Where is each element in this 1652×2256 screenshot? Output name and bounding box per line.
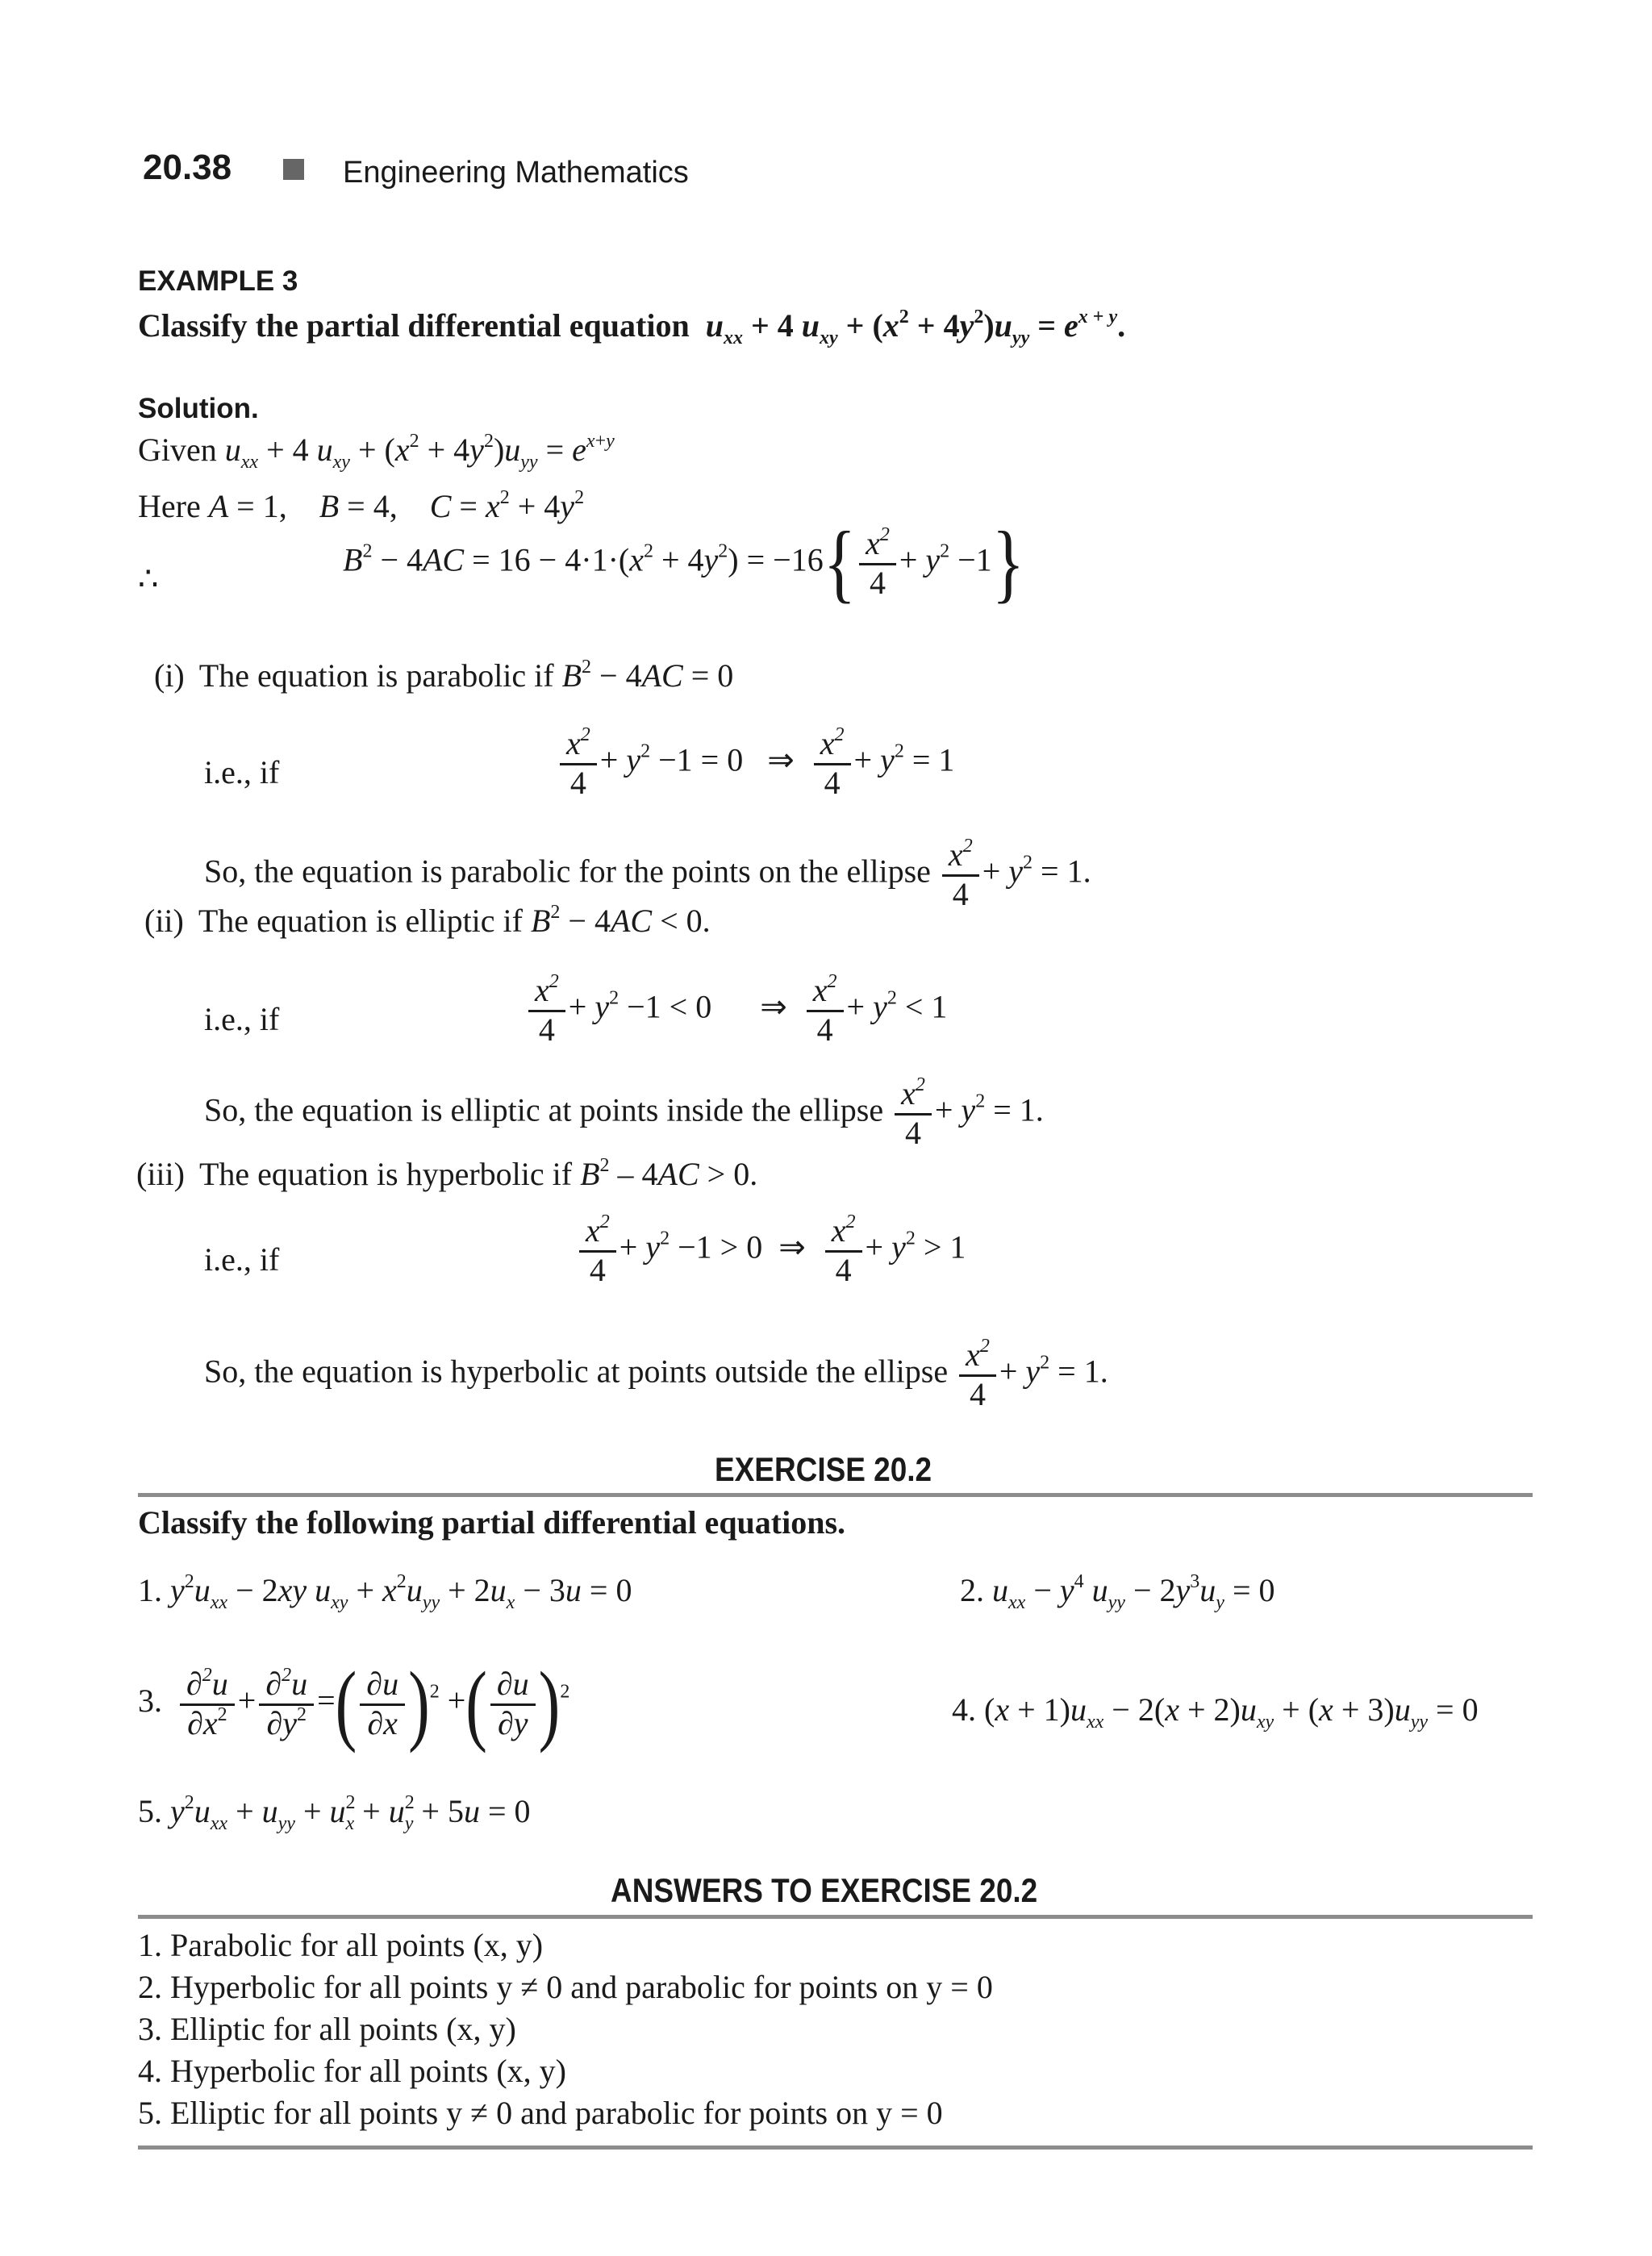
answer-item (138, 2010, 516, 2049)
answer-item (138, 1926, 543, 1965)
answer-text: Elliptic for all points y ≠ 0 and parabolic for points on y = 0 (170, 2095, 943, 2131)
answers-bottom-divider (138, 2145, 1533, 2150)
case-3-conclusion: So, the equation is hyperbolic at points outside the ellipse $\frac{x^2}{4}$ + $y^2 = 1$. (204, 1336, 1108, 1412)
solution-label: Solution. (138, 393, 259, 424)
case-2-text: The equation is elliptic if (198, 903, 523, 939)
here-word: Here (138, 488, 201, 524)
exercise-item-4: 4. $(x + 1)u_{xx} - 2(x + 2)u_{xy} + (x + 3)u_{yy} = 0$ (952, 1691, 1479, 1733)
example-equation: $u_{xx} + 4$ $u_{xy} + (x^2 + 4y^2)u_{yy} = e^{x + y}$. (705, 306, 1126, 348)
page-number: 20.38 (143, 148, 232, 187)
given-word: Given (138, 432, 217, 468)
example-statement (138, 306, 1126, 348)
case-3-conclusion-text: So, the equation is hyperbolic at points outside the ellipse (204, 1353, 949, 1390)
answer-num: 4. (138, 2053, 162, 2089)
case-2-conclusion-text: So, the equation is elliptic at points inside the ellipse (204, 1091, 884, 1128)
answer-text: Hyperbolic for all points y ≠ 0 and parabolic for points on y = 0 (170, 1969, 993, 2005)
given-line: Given $u_{xx} + 4$ $u_{xy} + (x^2 + 4y^2)u_{yy} = e^{x+y}$ (138, 431, 615, 473)
case-3-ie: i.e., if (204, 1241, 280, 1278)
answers-title: ANSWERS TO EXERCISE 20.2 (611, 1871, 1038, 1909)
case-1-conclusion: So, the equation is parabolic for the points on the ellipse $\frac{x^2}{4}$ + $y^2 = 1$. (204, 836, 1091, 912)
case-3-text: The equation is hyperbolic if (198, 1156, 573, 1192)
case-1-num: (i) (154, 657, 185, 694)
answer-num: 1. (138, 1927, 162, 1963)
header-square-icon (283, 159, 304, 180)
answer-item (138, 2052, 566, 2091)
exercise-num-5: 5. (138, 1793, 162, 1829)
answer-item (138, 2094, 943, 2133)
answer-text: Parabolic for all points (x, y) (170, 1927, 544, 1963)
book-title: Engineering Mathematics (343, 156, 689, 190)
exercise-num-4: 4. (952, 1691, 976, 1728)
answer-num: 2. (138, 1969, 162, 2005)
exercise-num-1: 1. (138, 1572, 162, 1608)
here-line: Here A = 1, B = 4, $C = x^2 + 4y^2$ (138, 487, 585, 524)
exercise-num-3: 3. (138, 1682, 162, 1719)
exercise-instruction: Classify the following partial differential equations. (138, 1504, 846, 1541)
discriminant-equation: $B^2 - 4AC = 16 - 4\cdot 1\cdot(x^2 + 4y^2) = -16${ $\frac{x^2}{4}$ + $y^2 -1$} (343, 514, 1025, 612)
exercise-num-2: 2. (960, 1572, 984, 1608)
case-2-conclusion: So, the equation is elliptic at points inside the ellipse $\frac{x^2}{4}$ + $y^2 = 1$. (204, 1074, 1044, 1151)
exercise-item-5: 5. $y^2u_{xx} + u_{yy} + u^2_x + u^2_y + 5u = 0$ (138, 1792, 531, 1834)
exercise-item-2: 2. $u_{xx} - y^4$ $u_{yy} - 2y^3u_y = 0$ (960, 1571, 1275, 1613)
case-1-text: The equation is parabolic if (198, 657, 554, 694)
example-statement-text: Classify the partial differential equation (138, 307, 690, 344)
exercise-divider (138, 1493, 1533, 1497)
case-3-line: (iii) The equation is hyperbolic if $B^2 - 4AC > 0$. (136, 1155, 758, 1192)
answer-num: 3. (138, 2011, 162, 2047)
case-2-ie: i.e., if (204, 1001, 280, 1037)
therefore-symbol: ∴ (138, 561, 159, 597)
exercise-item-3: 3. $\frac{\partial^2u}{\partial x^2}$ + $\frac{\partial^2u}{\partial y^2}$ =( $\frac{\partial u}{\partial x}$ )$^2$ +( $\frac{\partial u}{\partial y}$ )$^2$ (138, 1653, 570, 1754)
case-3-condition: $\frac{x^2}{4}$ + $y^2 -1 > 0$ ⇒ $\frac{x^2}{4}$ + $y^2 > 1$ (576, 1213, 966, 1288)
exercise-item-1: 1. $y^2u_{xx} - 2xy$ $u_{xy} + x^2u_{yy} + 2u_x - 3u = 0$ (138, 1571, 632, 1613)
exercise-title: EXERCISE 20.2 (715, 1450, 932, 1488)
case-1-line: (i) The equation is parabolic if $B^2 - 4AC = 0$ (154, 657, 734, 694)
case-2-num: (ii) (144, 903, 184, 939)
answer-text: Hyperbolic for all points (x, y) (170, 2053, 566, 2089)
answers-divider (138, 1915, 1533, 1919)
case-3-num: (iii) (136, 1156, 185, 1192)
case-1-condition: $\frac{x^2}{4}$ + $y^2 -1 = 0$ ⇒ $\frac{x^2}{4}$ + $y^2 = 1$ (557, 726, 954, 801)
case-1-ie: i.e., if (204, 754, 280, 790)
answer-num: 5. (138, 2095, 162, 2131)
answer-item (138, 1968, 993, 2007)
case-2-condition: $\frac{x^2}{4}$ + $y^2 -1 < 0$ ⇒ $\frac{x^2}{4}$ + $y^2 < 1$ (525, 973, 947, 1048)
case-1-conclusion-text: So, the equation is parabolic for the points on the ellipse (204, 853, 931, 890)
answer-text: Elliptic for all points (x, y) (170, 2011, 516, 2047)
example-label: EXAMPLE 3 (138, 265, 298, 297)
case-2-line: (ii) The equation is elliptic if $B^2 - 4AC < 0$. (144, 902, 711, 939)
